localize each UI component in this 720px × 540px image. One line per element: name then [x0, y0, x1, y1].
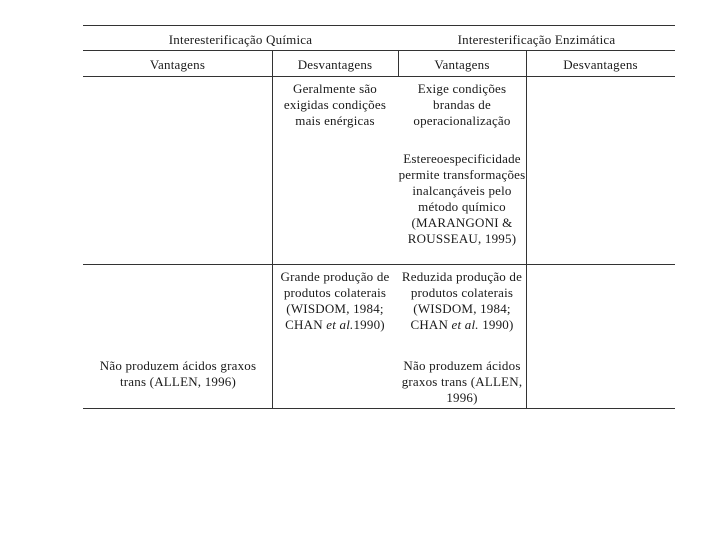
column-divider-1	[272, 50, 273, 408]
row2-quimica-vantagem: Não produzem ácidos graxos trans (ALLEN, 1996)	[99, 358, 257, 389]
table-bottom-border	[83, 408, 675, 409]
row1-enzimatica-vantagem-1: Exige condições brandas de operacionalização	[413, 81, 511, 128]
row1-quimica-desvantagem: Geralmente são exigidas condições mais enérgicas	[283, 81, 387, 128]
subheader-quimica-desvantagens: Desvantagens	[297, 57, 373, 72]
row2-enzimatica-vantagem-2: Não produzem ácidos graxos trans (ALLEN, 1996)	[401, 358, 523, 405]
header-quimica: Interesterificação Química	[168, 32, 313, 47]
row2-quimica-desvantagem-text: Grande produção de produtos colaterais (WISDOM, 1984; CHAN	[280, 269, 390, 332]
et-al-italic: et al.	[451, 317, 479, 332]
row2-enzimatica-vantagem-text: Reduzida produção de produtos colaterais (WISDOM, 1984; CHAN	[401, 269, 523, 332]
et-al-italic: et al.	[326, 317, 354, 332]
row2-enzimatica-vantagem-year: 1990)	[478, 317, 514, 332]
header-divider	[83, 50, 675, 51]
row1-enzimatica-vantagem-2: Estereoespecificidade permite transformações inalcançáveis pelo método químico (MARANGONI & ROUSSEAU, 1995)	[398, 151, 526, 246]
row2-quimica-desvantagem-year: 1990)	[353, 317, 385, 332]
table-top-border	[83, 25, 675, 26]
subheader-enzimatica-vantagens: Vantagens	[434, 57, 490, 72]
row2-quimica-desvantagem	[278, 269, 392, 333]
subheader-enzimatica-desvantagens: Desvantagens	[563, 57, 638, 72]
subheader-divider	[83, 76, 675, 77]
subheader-quimica-vantagens: Vantagens	[149, 57, 206, 72]
row-divider	[83, 264, 675, 265]
row2-enzimatica-vantagem-1	[396, 269, 528, 333]
header-enzimatica: Interesterificação Enzimática	[457, 32, 616, 47]
